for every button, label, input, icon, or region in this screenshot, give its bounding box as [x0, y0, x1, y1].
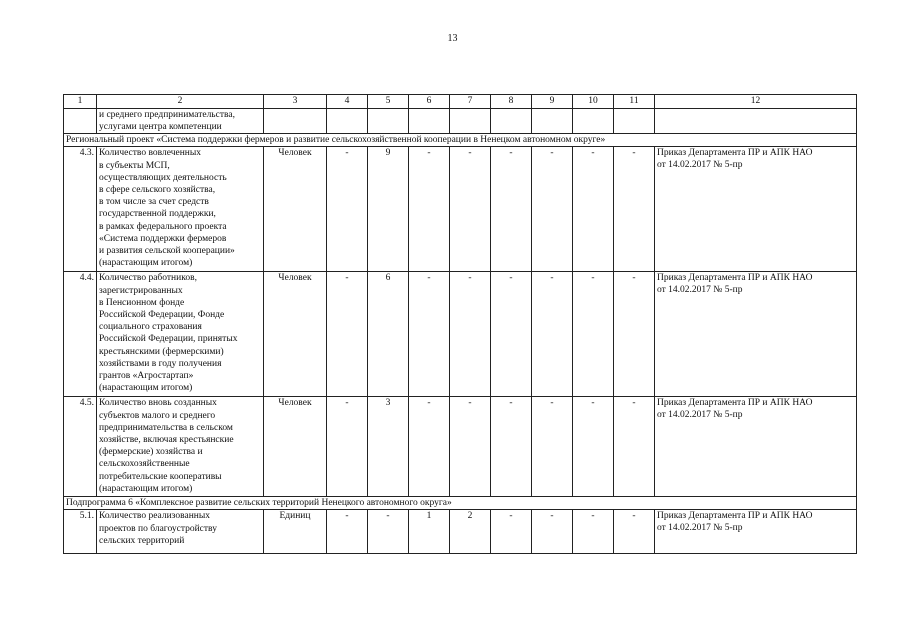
- value-cell: -: [614, 510, 655, 554]
- value-cell: [573, 109, 614, 134]
- value-cell: 2: [450, 510, 491, 554]
- section-title-subprogram-6: Подпрограмма 6 «Комплексное развитие сельских территорий Ненецкого автономного округа»: [64, 497, 857, 510]
- value-cell: -: [614, 397, 655, 497]
- header-row: [64, 95, 857, 109]
- document-cell: Приказ Департамента ПР и АПК НАО от 14.02.2017 № 5-пр: [655, 397, 857, 497]
- header-cell: 7: [450, 95, 491, 109]
- indicator-name: Количество вовлеченных в субъекты МСП, осуществляющих деятельность в сфере сельского хозяйства, в том числе за счет средств государственной поддержки, в рамках федерального проекта «Система поддержки фермеров и развития сельской кооперации» (нарастающим итогом): [97, 147, 264, 272]
- unit-cell: [264, 109, 327, 134]
- unit-cell: Человек: [264, 147, 327, 272]
- value-cell: [327, 109, 368, 134]
- value-cell: [450, 109, 491, 134]
- header-cell: 9: [532, 95, 573, 109]
- header-cell: 4: [327, 95, 368, 109]
- value-cell: [409, 109, 450, 134]
- value-cell: -: [573, 147, 614, 272]
- table-row: [64, 272, 857, 397]
- value-cell: [614, 109, 655, 134]
- header-cell: 3: [264, 95, 327, 109]
- value-cell: -: [409, 272, 450, 397]
- value-cell: -: [450, 272, 491, 397]
- value-cell: -: [614, 147, 655, 272]
- header-cell: 12: [655, 95, 857, 109]
- header-cell: 10: [573, 95, 614, 109]
- table-row: [64, 147, 857, 272]
- table-row: [64, 109, 857, 134]
- row-number: [64, 109, 97, 134]
- value-cell: 9: [368, 147, 409, 272]
- page-number: 13: [447, 33, 458, 44]
- indicator-name: Количество реализованных проектов по благоустройству сельских территорий: [97, 510, 264, 554]
- value-cell: -: [573, 510, 614, 554]
- document-cell: Приказ Департамента ПР и АПК НАО от 14.02.2017 № 5-пр: [655, 272, 857, 397]
- unit-cell: Единиц: [264, 510, 327, 554]
- value-cell: -: [327, 272, 368, 397]
- value-cell: 3: [368, 397, 409, 497]
- value-cell: -: [450, 147, 491, 272]
- row-number: 4.5.: [64, 397, 97, 497]
- indicator-name: Количество вновь созданных субъектов малого и среднего предпринимательства в сельском хозяйстве, включая крестьянские (фермерские) хозяйства и сельскохозяйственные потребительские кооперативы (нарастающим итогом): [97, 397, 264, 497]
- value-cell: -: [614, 272, 655, 397]
- indicators-table: [63, 94, 857, 554]
- value-cell: -: [532, 147, 573, 272]
- header-cell: 11: [614, 95, 655, 109]
- table-row: [64, 397, 857, 497]
- value-cell: -: [491, 147, 532, 272]
- value-cell: -: [327, 397, 368, 497]
- document-cell: [655, 109, 857, 134]
- indicator-name: и среднего предпринимательства, услугами центра компетенции: [97, 109, 264, 134]
- table-row: [64, 510, 857, 554]
- unit-cell: Человек: [264, 272, 327, 397]
- indicator-name: Количество работников, зарегистрированных в Пенсионном фонде Российской Федерации, Фонде социального страхования Российской Федерации, принятых крестьянскими (фермерскими) хозяйствами в году получения грантов «Агростартап» (нарастающим итогом): [97, 272, 264, 397]
- value-cell: -: [532, 272, 573, 397]
- value-cell: -: [532, 397, 573, 497]
- value-cell: [532, 109, 573, 134]
- value-cell: -: [573, 397, 614, 497]
- value-cell: -: [491, 397, 532, 497]
- value-cell: -: [450, 397, 491, 497]
- header-cell: 5: [368, 95, 409, 109]
- value-cell: 6: [368, 272, 409, 397]
- section-row: [64, 497, 857, 510]
- value-cell: -: [409, 397, 450, 497]
- value-cell: -: [368, 510, 409, 554]
- value-cell: -: [573, 272, 614, 397]
- value-cell: -: [491, 272, 532, 397]
- value-cell: -: [491, 510, 532, 554]
- value-cell: 1: [409, 510, 450, 554]
- value-cell: -: [327, 147, 368, 272]
- header-cell: 1: [64, 95, 97, 109]
- header-cell: 8: [491, 95, 532, 109]
- document-cell: Приказ Департамента ПР и АПК НАО от 14.02.2017 № 5-пр: [655, 147, 857, 272]
- header-cell: 6: [409, 95, 450, 109]
- value-cell: [491, 109, 532, 134]
- document-cell: Приказ Департамента ПР и АПК НАО от 14.02.2017 № 5-пр: [655, 510, 857, 554]
- row-number: 5.1.: [64, 510, 97, 554]
- section-title-regional: Региональный проект «Система поддержки фермеров и развитие сельскохозяйственной кооперации в Ненецком автономном округе»: [64, 134, 857, 147]
- value-cell: [368, 109, 409, 134]
- unit-cell: Человек: [264, 397, 327, 497]
- row-number: 4.4.: [64, 272, 97, 397]
- value-cell: -: [532, 510, 573, 554]
- value-cell: -: [409, 147, 450, 272]
- value-cell: -: [327, 510, 368, 554]
- header-cell: 2: [97, 95, 264, 109]
- section-row: [64, 134, 857, 147]
- row-number: 4.3.: [64, 147, 97, 272]
